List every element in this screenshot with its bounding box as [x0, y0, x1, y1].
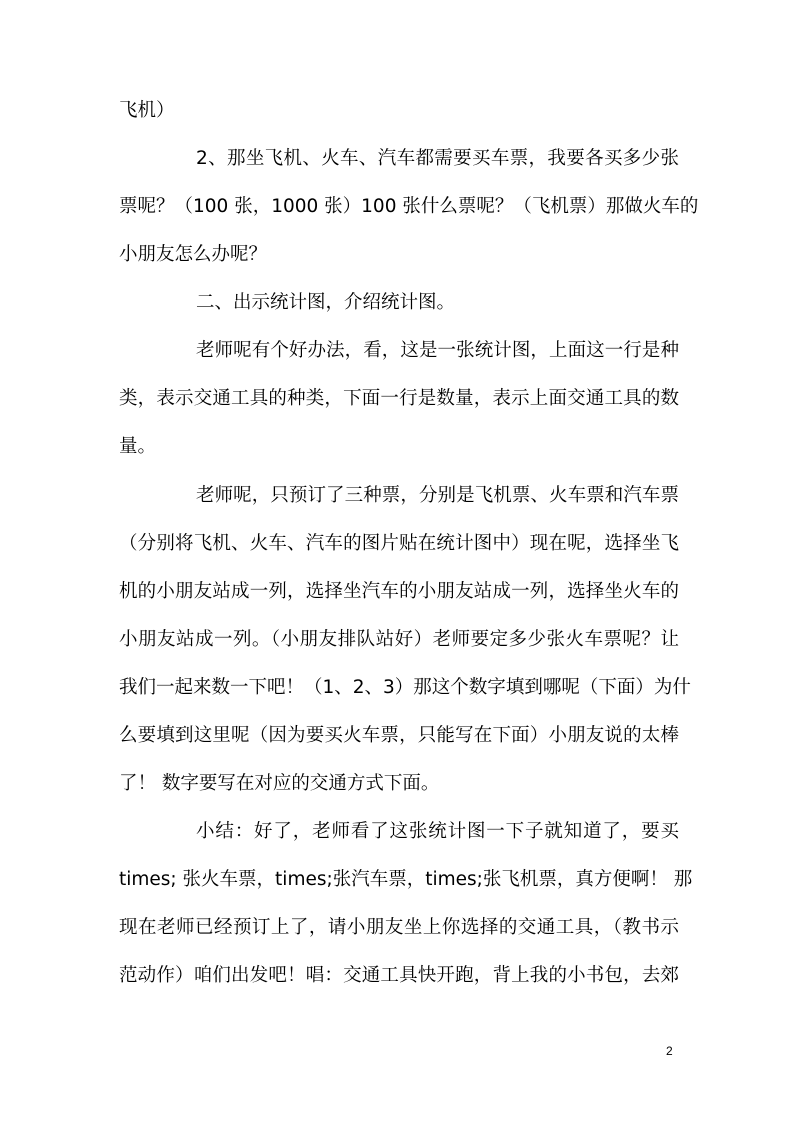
section-heading: 二、出示统计图，介绍统计图。: [196, 292, 456, 313]
text-line: 小结：好了，老师看了这张统计图一下子就知道了，要买: [196, 821, 679, 842]
text-line: 老师呢有个好办法，看，这是一张统计图，上面这一行是种: [196, 340, 679, 361]
text-line: 类，表示交通工具的种类，下面一行是数量，表示上面交通工具的数: [119, 388, 679, 409]
text-line: 么要填到这里呢（因为要买火车票，只能写在下面）小朋友说的太棒: [119, 725, 679, 746]
text-line: 2、那坐飞机、火车、汽车都需要买车票，我要各买多少张: [196, 148, 679, 169]
text-line: 机的小朋友站成一列，选择坐汽车的小朋友站成一列，选择坐火车的: [119, 581, 679, 602]
text-line: times; 张火车票，times;张汽车票，times;张飞机票，真方便啊！ 那: [119, 869, 693, 890]
text-line: 小朋友站成一列。（小朋友排队站好）老师要定多少张火车票呢？让: [119, 629, 679, 650]
text-line: 飞机）: [119, 100, 175, 121]
text-line: 现在老师已经预订上了，请小朋友坐上你选择的交通工具，（教书示: [119, 917, 679, 938]
text-line: （分别将飞机、火车、汽车的图片贴在统计图中）现在呢，选择坐飞: [119, 533, 679, 554]
text-line: 小朋友怎么办呢？: [119, 244, 268, 265]
text-line: 票呢？（100 张，1000 张）100 张什么票呢？（飞机票）那做火车的: [119, 196, 699, 217]
text-line: 老师呢，只预订了三种票，分别是飞机票、火车票和汽车票: [196, 485, 679, 506]
text-line: 了！ 数字要写在对应的交通方式下面。: [119, 773, 440, 794]
text-line: 量。: [119, 436, 157, 457]
page-number: 2: [666, 1044, 673, 1058]
text-line: 我们一起来数一下吧！（1、2、3）那这个数字填到哪呢（下面）为什: [119, 677, 691, 698]
text-line: 范动作）咱们出发吧！唱：交通工具快开跑，背上我的小书包，去郊: [119, 965, 679, 986]
